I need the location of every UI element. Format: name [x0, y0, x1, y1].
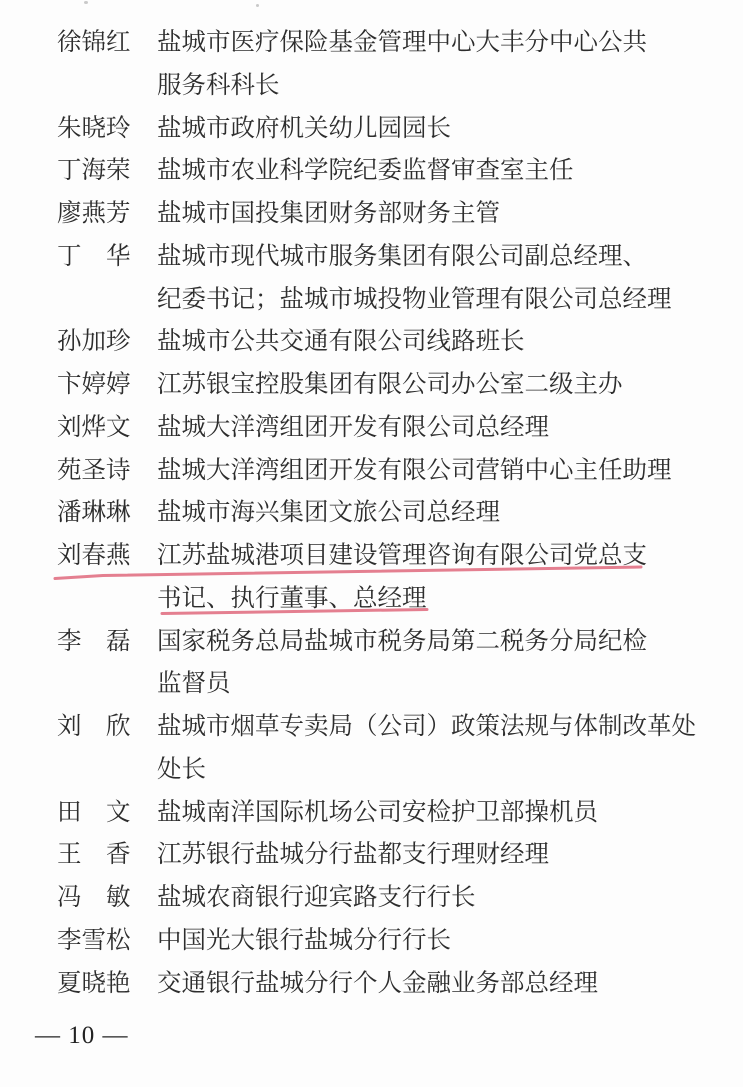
- person-title-line: 盐城市公共交通有限公司线路班长: [157, 328, 525, 356]
- person-title: [157, 920, 451, 963]
- person-name: 刘烨文: [57, 413, 131, 441]
- person-title-line: 中国光大银行盐城分行行长: [157, 926, 451, 954]
- list-item: [0, 792, 696, 835]
- person-title: [157, 535, 647, 621]
- page-number: — 10 —: [35, 1022, 129, 1049]
- person-name: 丁 华: [57, 242, 131, 270]
- person-title-line: 纪委书记；盐城市城投物业管理有限公司总经理: [157, 285, 672, 313]
- person-name: 王 香: [57, 841, 131, 869]
- person-title-line: 监督员: [157, 670, 231, 698]
- person-title: [157, 621, 647, 707]
- list-item: [0, 236, 696, 322]
- list-item: [0, 706, 696, 792]
- person-title: [157, 150, 574, 193]
- person-title: [157, 193, 500, 236]
- list-item-highlighted: [0, 535, 696, 621]
- list-item: [0, 108, 696, 151]
- person-title: [157, 834, 549, 877]
- person-name: 李雪松: [57, 926, 131, 954]
- person-name: 廖燕芳: [57, 200, 131, 227]
- person-title: [157, 22, 647, 108]
- scan-speck: [256, 4, 259, 7]
- scan-speck: [84, 1, 88, 4]
- person-name: 冯 敏: [57, 884, 131, 911]
- person-name: 徐锦红: [57, 29, 131, 56]
- person-title-line: 江苏银宝控股集团有限公司办公室二级主办: [157, 371, 623, 398]
- person-title-line: 盐城市国投集团财务部财务主管: [157, 200, 500, 227]
- person-title: [157, 407, 549, 450]
- person-name: 刘 欣: [57, 713, 131, 740]
- person-name: 刘春燕: [57, 542, 131, 569]
- person-title: [157, 364, 623, 407]
- person-title: [157, 877, 476, 920]
- person-title: [157, 236, 672, 322]
- person-name: 李 磊: [57, 627, 131, 655]
- list-item: [0, 22, 696, 108]
- person-title: [157, 792, 598, 835]
- list-item: [0, 364, 696, 407]
- person-title-line: 盐城市政府机关幼儿园园长: [157, 114, 451, 142]
- list-item: [0, 321, 696, 364]
- person-name: 夏晓艳: [57, 969, 131, 997]
- list-item: [0, 492, 696, 535]
- person-title-line: 服务科科长: [157, 71, 280, 99]
- list-item: [0, 150, 696, 193]
- person-title-line: 交通银行盐城分行个人金融业务部总经理: [157, 969, 598, 997]
- person-title-line: 盐城市海兴集团文旅公司总经理: [157, 499, 500, 527]
- person-title-line: 江苏银行盐城分行盐都支行理财经理: [157, 841, 549, 869]
- person-name: 潘琳琳: [57, 499, 131, 527]
- person-name: 丁海荣: [57, 157, 131, 185]
- list-item: [0, 450, 696, 493]
- person-title-line: 国家税务总局盐城市税务局第二税务分局纪检: [157, 627, 647, 655]
- person-title: [157, 963, 598, 1006]
- list-item: [0, 621, 696, 707]
- person-title-line: 盐城市医疗保险基金管理中心大丰分中心公共: [157, 29, 647, 56]
- person-title-line: 盐城大洋湾组团开发有限公司营销中心主任助理: [157, 456, 672, 484]
- person-title-line: 江苏盐城港项目建设管理咨询有限公司党总支: [157, 542, 647, 569]
- list-item: [0, 193, 696, 236]
- person-title-line: 盐城市农业科学院纪委监督审查室主任: [157, 157, 574, 185]
- person-title-line: 盐城大洋湾组团开发有限公司总经理: [157, 413, 549, 441]
- person-title-line: 盐城市烟草专卖局（公司）政策法规与体制改革处: [157, 713, 696, 740]
- person-name: 田 文: [57, 798, 131, 826]
- list-item: [0, 877, 696, 920]
- person-name: 孙加珍: [57, 328, 131, 356]
- person-title-line: 盐城农商银行迎宾路支行行长: [157, 884, 476, 911]
- person-title: [157, 108, 451, 151]
- person-title-line: 书记、执行董事、总经理: [157, 584, 427, 612]
- person-title: [157, 492, 500, 535]
- list-item: [0, 963, 696, 1006]
- person-title: [157, 706, 696, 792]
- entry-list: [0, 22, 696, 1005]
- list-item: [0, 834, 696, 877]
- list-item: [0, 920, 696, 963]
- person-title: [157, 450, 672, 493]
- person-title-line: 处长: [157, 755, 206, 783]
- list-item: [0, 407, 696, 450]
- person-name: 苑圣诗: [57, 456, 131, 484]
- person-title-line: 盐城南洋国际机场公司安检护卫部操机员: [157, 798, 598, 826]
- person-name: 卞婷婷: [57, 371, 131, 398]
- person-title-line: 盐城市现代城市服务集团有限公司副总经理、: [157, 242, 647, 270]
- person-name: 朱晓玲: [57, 114, 131, 142]
- person-title: [157, 321, 525, 364]
